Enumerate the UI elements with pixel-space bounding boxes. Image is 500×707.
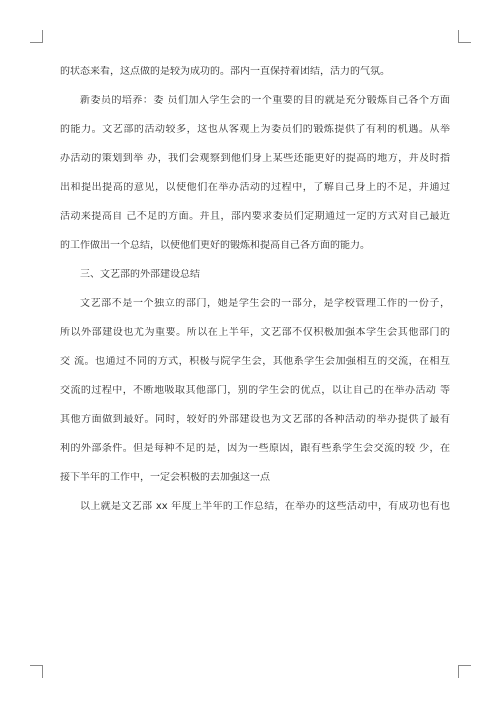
paragraph — [60, 501, 450, 513]
text-line: 的能力。文艺部的活动较多，这也从客观上为委员们的锻炼提供了有利的机遇。从举 — [60, 124, 450, 135]
text-line: 交 流。也通过不同的方式，积极与院学生会，其他系学生会加强相互的交流，在相互 — [60, 356, 450, 367]
text-line: 新委员的培养：委 员们加入学生会的一个重要的目的就是充分锻炼自己各个方面 — [80, 95, 450, 106]
text-line: 交流的过程中，不断地吸取其他部门，别的学生会的优点，以让自己的在举办活动 等 — [60, 385, 450, 396]
text-line: 的工作做出一个总结，以使他们更好的锻炼和提高自己各方面的能力。 — [60, 240, 370, 251]
crop-mark-bottom-right — [458, 665, 471, 678]
text-line: 利的外部条件。但是每种不足的是，因为一些原因，跟有些系学生会交流的较 少，在 — [60, 443, 450, 454]
paragraph — [60, 298, 450, 484]
text-line: 所以外部建设也尤为重要。所以在上半年，文艺部不仅积极加强本学生会其他部门的 — [60, 327, 450, 338]
text-line: 以上就是文艺部 xx 年度上半年的工作总结，在举办的这些活动中，有成功也有也 — [80, 501, 450, 512]
text-line: 办活动的策划到举 办，我们会观察到他们身上某些还能更好的提高的地方，并及时指 — [60, 153, 450, 164]
text-line: 接下半年的工作中，一定会积极的去加强这一点 — [60, 472, 270, 483]
crop-mark-top-left — [30, 30, 43, 43]
paragraph — [60, 66, 450, 78]
section-heading — [60, 269, 450, 281]
paragraph — [60, 95, 450, 252]
text-line: 的状态来看，这点做的是较为成功的。部内一直保持着团结，活力的气氛。 — [60, 66, 390, 77]
crop-mark-top-right — [458, 30, 471, 43]
text-line: 出和提出提高的意见，以使他们在举办活动的过程中，了解自己身上的不足，并通过 — [60, 182, 450, 193]
text-line: 其他方面做到最好。同时，较好的外部建设也为文艺部的各种活动的举办提供了最有 — [60, 414, 450, 425]
crop-mark-bottom-left — [30, 665, 43, 678]
text-line: 活动来提高自 己不足的方面。并且，部内要求委员们定期通过一定的方式对自己最近 — [60, 211, 450, 222]
text-line: 文艺部不是一个独立的部门，她是学生会的一部分，是学校管理工作的一份子， — [80, 298, 450, 309]
text-line: 三、文艺部的外部建设总结 — [80, 269, 200, 280]
document-body — [60, 66, 450, 513]
